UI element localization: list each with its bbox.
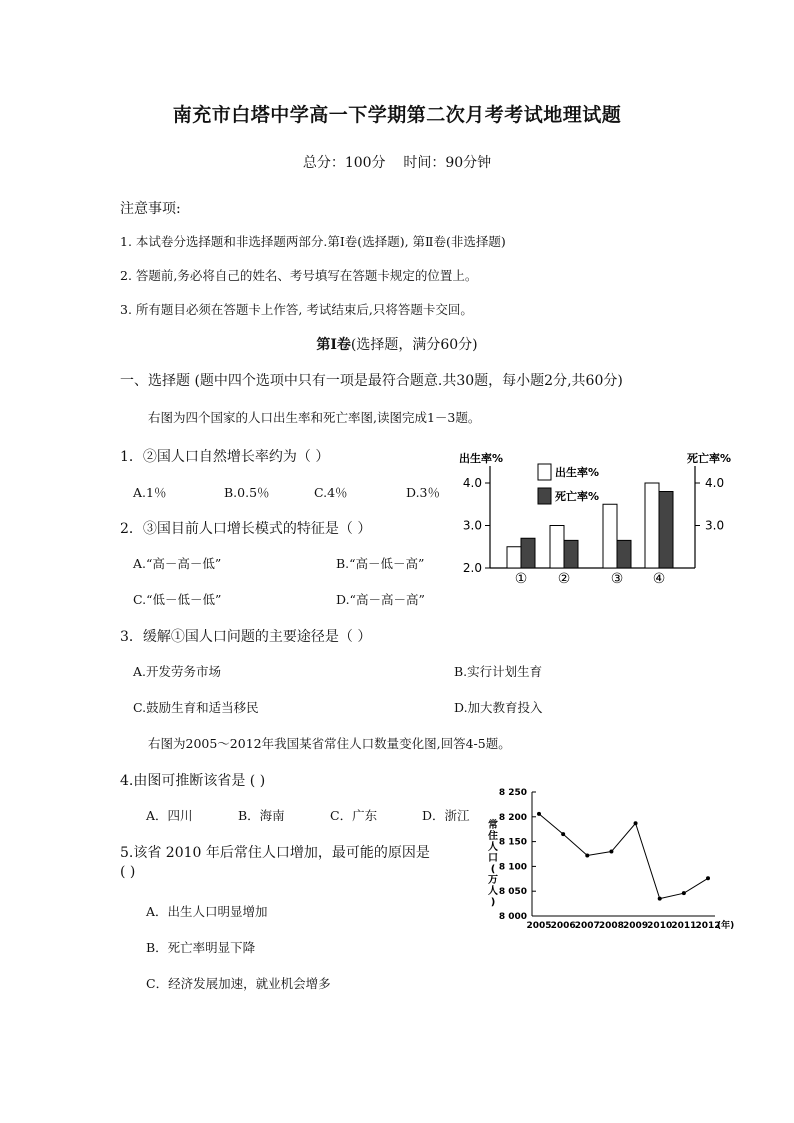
section-title-rest: (选择题，满分60分) — [350, 337, 478, 353]
y-tick-label: 8 000 — [498, 912, 527, 922]
bar — [564, 540, 578, 568]
y-axis-label-char: 人 — [488, 886, 498, 897]
q2-option-a: A.“高－高－低” — [133, 556, 222, 571]
y-axis-label-char: 住 — [488, 831, 498, 842]
y-tick-label-left: 3.0 — [462, 518, 482, 533]
x-tick-label: ③ — [610, 571, 624, 587]
data-point — [537, 812, 541, 816]
q2-option-c: C.“低－低－低” — [133, 592, 222, 607]
notice-item: 3. 所有题目必须在答题卡上作答, 考试结束后,只将答题卡交回。 — [120, 302, 473, 317]
x-tick-label: 2007 — [574, 921, 600, 931]
x-tick-label: ① — [514, 571, 528, 587]
data-point — [609, 850, 613, 854]
x-tick-label: 2008 — [598, 921, 624, 931]
bar — [507, 547, 521, 568]
x-tick-label: ④ — [652, 571, 666, 587]
q4-option-d: D．浙江 — [422, 808, 470, 823]
x-tick-label: 2005 — [526, 921, 552, 931]
q5-option-b: B．死亡率明显下降 — [146, 940, 256, 955]
y-axis-label-char: ) — [490, 897, 496, 908]
bar — [603, 504, 617, 568]
bar — [617, 540, 631, 568]
q3-option-d: D.加大教育投入 — [454, 700, 543, 715]
q3-option-c: C.鼓励生育和适当移民 — [133, 700, 259, 715]
q1-option-c: C.4％ — [314, 485, 348, 500]
q4-option-b: B．海南 — [238, 808, 285, 823]
series-line — [539, 814, 708, 899]
data-point — [634, 821, 638, 825]
q3-option-a: A.开发劳务市场 — [133, 664, 222, 679]
y-tick-label-left: 4.0 — [462, 476, 482, 490]
q3-option-b: B.实行计划生育 — [454, 664, 543, 679]
y-axis-label-char: 万 — [488, 875, 498, 886]
legend-swatch — [538, 464, 551, 480]
bar — [550, 526, 564, 569]
score-time: 总分：100分 时间：90分钟 — [302, 155, 492, 171]
y-axis-label-right: 死亡率% — [686, 452, 731, 465]
x-tick-label: 2011 — [671, 921, 697, 931]
question-3-stem: 3．缓解①国人口问题的主要途径是（ ） — [120, 629, 372, 645]
question-1-stem: 1．②国人口自然增长率约为（ ） — [120, 449, 330, 465]
y-axis-label-char: 常 — [488, 820, 498, 831]
notice-heading: 注意事项: — [120, 201, 181, 217]
population-line-chart — [485, 780, 785, 935]
q2-option-b: B.“高－低－高” — [336, 556, 425, 571]
q5-option-c: C．经济发展加速，就业机会增多 — [146, 976, 331, 991]
intro-text: 右图为四个国家的人口出生率和死亡率图,读图完成1－3题。 — [148, 410, 481, 425]
y-tick-label-right: 3.0 — [705, 518, 725, 533]
data-point — [682, 891, 686, 895]
x-tick-label: 2010 — [647, 921, 673, 931]
question-2-stem: 2．③国目前人口增长模式的特征是（ ） — [120, 521, 372, 537]
data-point — [658, 897, 662, 901]
y-axis-label-char: 口 — [488, 853, 498, 864]
y-tick-label-left: 2.0 — [462, 561, 482, 575]
question-4-stem: 4.由图可推断该省是 ( ) — [120, 773, 266, 789]
x-tick-label: 2012 — [695, 921, 721, 931]
x-axis-unit: (年) — [717, 921, 735, 931]
q1-option-b: B.0.5％ — [224, 485, 270, 500]
notice-item: 1. 本试卷分选择题和非选择题两部分.第Ⅰ卷(选择题), 第Ⅱ卷(非选择题) — [120, 234, 506, 249]
question-5-stem: 5.该省 2010 年后常住人口增加，最可能的原因是 — [120, 845, 430, 861]
y-tick-label: 8 200 — [498, 812, 527, 823]
q5-option-a: A．出生人口明显增加 — [146, 904, 268, 919]
section-heading: 一、选择题 (题中四个选项中只有一项是最符合题意.共30题，每小题2分,共60分) — [120, 373, 623, 389]
data-point — [585, 853, 589, 857]
page-title: 南充市白塔中学高一下学期第二次月考考试地理试题 — [172, 104, 622, 126]
x-tick-label: 2006 — [550, 921, 576, 931]
legend-swatch — [538, 488, 551, 504]
y-tick-label: 8 150 — [498, 837, 527, 848]
bar — [521, 538, 535, 568]
q2-option-d: D.“高－高－高” — [336, 592, 425, 607]
q1-option-d: D.3％ — [406, 485, 441, 500]
y-tick-label: 8 250 — [498, 788, 527, 798]
data-point — [706, 876, 710, 880]
bar — [659, 492, 673, 569]
y-tick-label: 8 100 — [498, 862, 527, 873]
q1-option-a: A.1％ — [133, 485, 167, 500]
q4-option-c: C．广东 — [330, 808, 378, 823]
y-tick-label-right: 4.0 — [705, 476, 725, 490]
question-5-stem-cont: ( ) — [120, 864, 136, 880]
intro-text-2: 右图为2005～2012年我国某省常住人口数量变化图,回答4-5题。 — [148, 736, 511, 751]
legend-label: 出生率% — [555, 466, 600, 479]
notice-item: 2. 答题前,务必将自己的姓名、考号填写在答题卡规定的位置上。 — [120, 268, 478, 283]
data-point — [561, 832, 565, 836]
y-tick-label: 8 050 — [498, 887, 527, 898]
x-tick-label: ② — [557, 571, 571, 587]
y-axis-label-char: 人 — [488, 842, 498, 853]
section-title — [0, 334, 794, 354]
y-axis-label-char: ( — [490, 864, 496, 875]
x-tick-label: 2009 — [623, 921, 649, 931]
q4-option-a: A．四川 — [146, 808, 193, 823]
legend-label: 死亡率% — [555, 490, 600, 503]
bar — [645, 483, 659, 568]
section-title-bold: 第Ⅰ卷 — [316, 337, 351, 353]
y-axis-label-left: 出生率% — [459, 452, 504, 465]
birth-death-rate-chart — [455, 448, 735, 593]
